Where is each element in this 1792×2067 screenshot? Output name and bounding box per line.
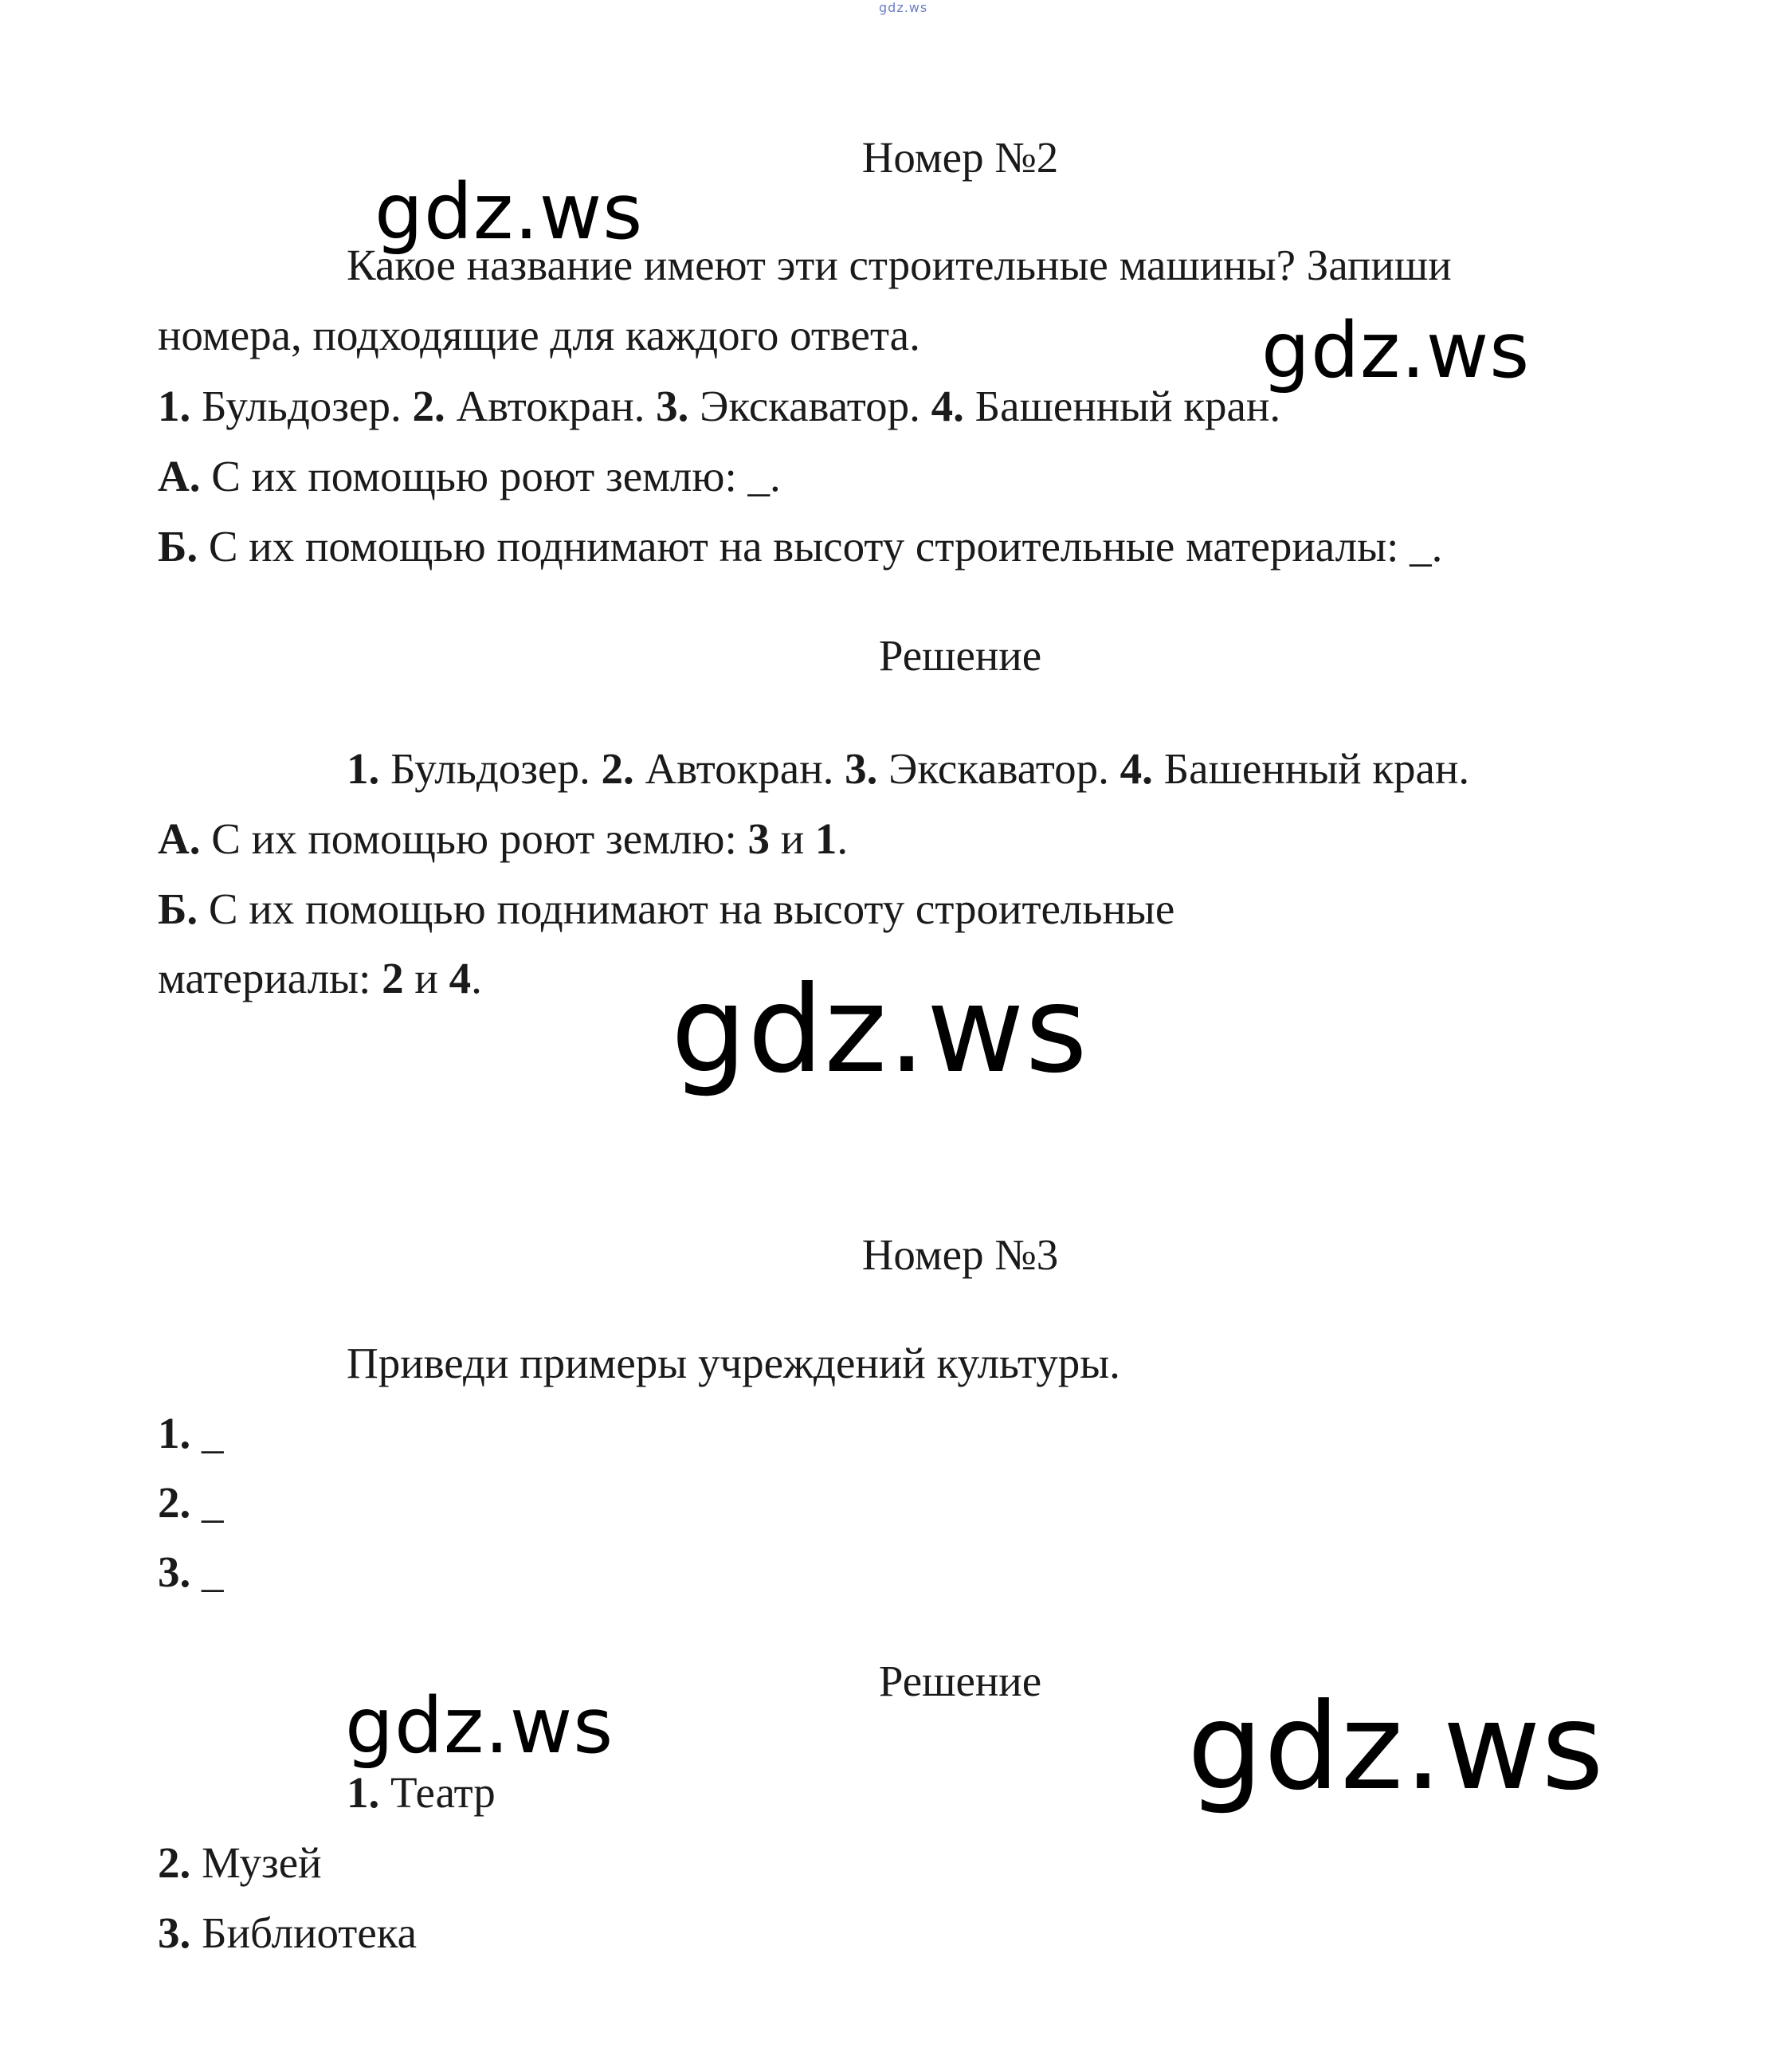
b-text: С их помощью поднимают на высоту строительные материалы: _. bbox=[198, 522, 1443, 571]
task3-answer-3 bbox=[158, 1908, 418, 1957]
sol-b-text2: материалы: bbox=[158, 954, 382, 1002]
sol-a-dot: . bbox=[837, 814, 849, 863]
sol-option-4-text: Башенный кран. bbox=[1152, 744, 1470, 793]
sol-b-text1: С их помощью поднимают на высоту строительные bbox=[198, 884, 1175, 933]
task2-title: Номер №2 bbox=[861, 133, 1059, 182]
sol-option-2-text: Автокран. bbox=[633, 744, 845, 793]
b-label: Б. bbox=[158, 522, 198, 571]
task2-question-line2: номера, подходящие для каждого ответа. bbox=[158, 311, 920, 359]
answer-1-num: 1. bbox=[347, 1768, 380, 1817]
task2-solution-title: Решение bbox=[878, 631, 1042, 680]
sol-option-4-num: 4. bbox=[1120, 744, 1153, 793]
task2-solution-options bbox=[347, 744, 1470, 793]
sol-option-3-text: Экскаватор. bbox=[877, 744, 1120, 793]
sol-b-n2: 4 bbox=[449, 954, 472, 1002]
blank-3-num: 3. bbox=[158, 1547, 191, 1596]
a-label: А. bbox=[158, 452, 201, 500]
option-1-num: 1. bbox=[158, 382, 191, 430]
sol-b-dot: . bbox=[471, 954, 482, 1002]
sol-option-3-num: 3. bbox=[845, 744, 878, 793]
answer-3-num: 3. bbox=[158, 1908, 191, 1957]
blank-1-num: 1. bbox=[158, 1409, 191, 1457]
watermark-5: gdz.ws bbox=[1187, 1678, 1605, 1817]
sol-b-and: и bbox=[403, 954, 449, 1002]
watermark-4: gdz.ws bbox=[345, 1681, 614, 1771]
task3-answer-1 bbox=[347, 1768, 496, 1817]
task3-solution-title: Решение bbox=[878, 1657, 1042, 1705]
sol-a-n2: 1 bbox=[814, 814, 837, 863]
task2-solution-b-line1 bbox=[158, 884, 1175, 933]
blank-2-text: _ bbox=[190, 1478, 224, 1527]
answer-2-text: Музей bbox=[190, 1838, 322, 1887]
option-2-num: 2. bbox=[412, 382, 445, 430]
sol-a-n1: 3 bbox=[747, 814, 770, 863]
answer-1-text: Театр bbox=[379, 1768, 496, 1817]
blank-1-text: _ bbox=[190, 1409, 224, 1457]
task2-solution-a bbox=[158, 814, 849, 863]
task2-line-b bbox=[158, 522, 1443, 571]
answer-2-num: 2. bbox=[158, 1838, 191, 1887]
sol-b-n1: 2 bbox=[382, 954, 404, 1002]
option-4-num: 4. bbox=[931, 382, 964, 430]
option-1-text: Бульдозер. bbox=[190, 382, 413, 430]
sol-a-label: А. bbox=[158, 814, 201, 863]
task3-blank-1 bbox=[158, 1411, 224, 1455]
task2-question-line1: Какое название имеют эти строительные машины? Запиши bbox=[347, 241, 1452, 289]
task3-title: Номер №3 bbox=[861, 1230, 1059, 1279]
option-3-text: Экскаватор. bbox=[688, 382, 931, 430]
answer-3-text: Библиотека bbox=[190, 1908, 418, 1957]
task3-question: Приведи примеры учреждений культуры. bbox=[347, 1339, 1120, 1387]
task2-solution-b-line2 bbox=[158, 956, 482, 1000]
task3-blank-3 bbox=[158, 1547, 224, 1596]
task2-options bbox=[158, 384, 1280, 428]
task3-blank-2 bbox=[158, 1478, 224, 1527]
blank-2-num: 2. bbox=[158, 1478, 191, 1527]
task2-line-a bbox=[158, 454, 781, 498]
watermark-2: gdz.ws bbox=[1261, 306, 1531, 395]
sol-a-and: и bbox=[769, 814, 815, 863]
a-text: С их помощью роют землю: _. bbox=[200, 452, 781, 500]
option-2-text: Автокран. bbox=[445, 382, 657, 430]
option-4-text: Башенный кран. bbox=[963, 382, 1281, 430]
sol-option-1-num: 1. bbox=[347, 744, 380, 793]
sol-a-text: С их помощью роют землю: bbox=[200, 814, 748, 863]
blank-3-text: _ bbox=[190, 1547, 224, 1596]
sol-b-label: Б. bbox=[158, 884, 198, 933]
watermark-top-small: gdz.ws bbox=[879, 0, 928, 15]
sol-option-1-text: Бульдозер. bbox=[379, 744, 602, 793]
sol-option-2-num: 2. bbox=[601, 744, 634, 793]
option-3-num: 3. bbox=[656, 382, 689, 430]
task3-answer-2 bbox=[158, 1838, 322, 1887]
watermark-1: gdz.ws bbox=[374, 167, 644, 257]
watermark-3: gdz.ws bbox=[671, 961, 1088, 1100]
